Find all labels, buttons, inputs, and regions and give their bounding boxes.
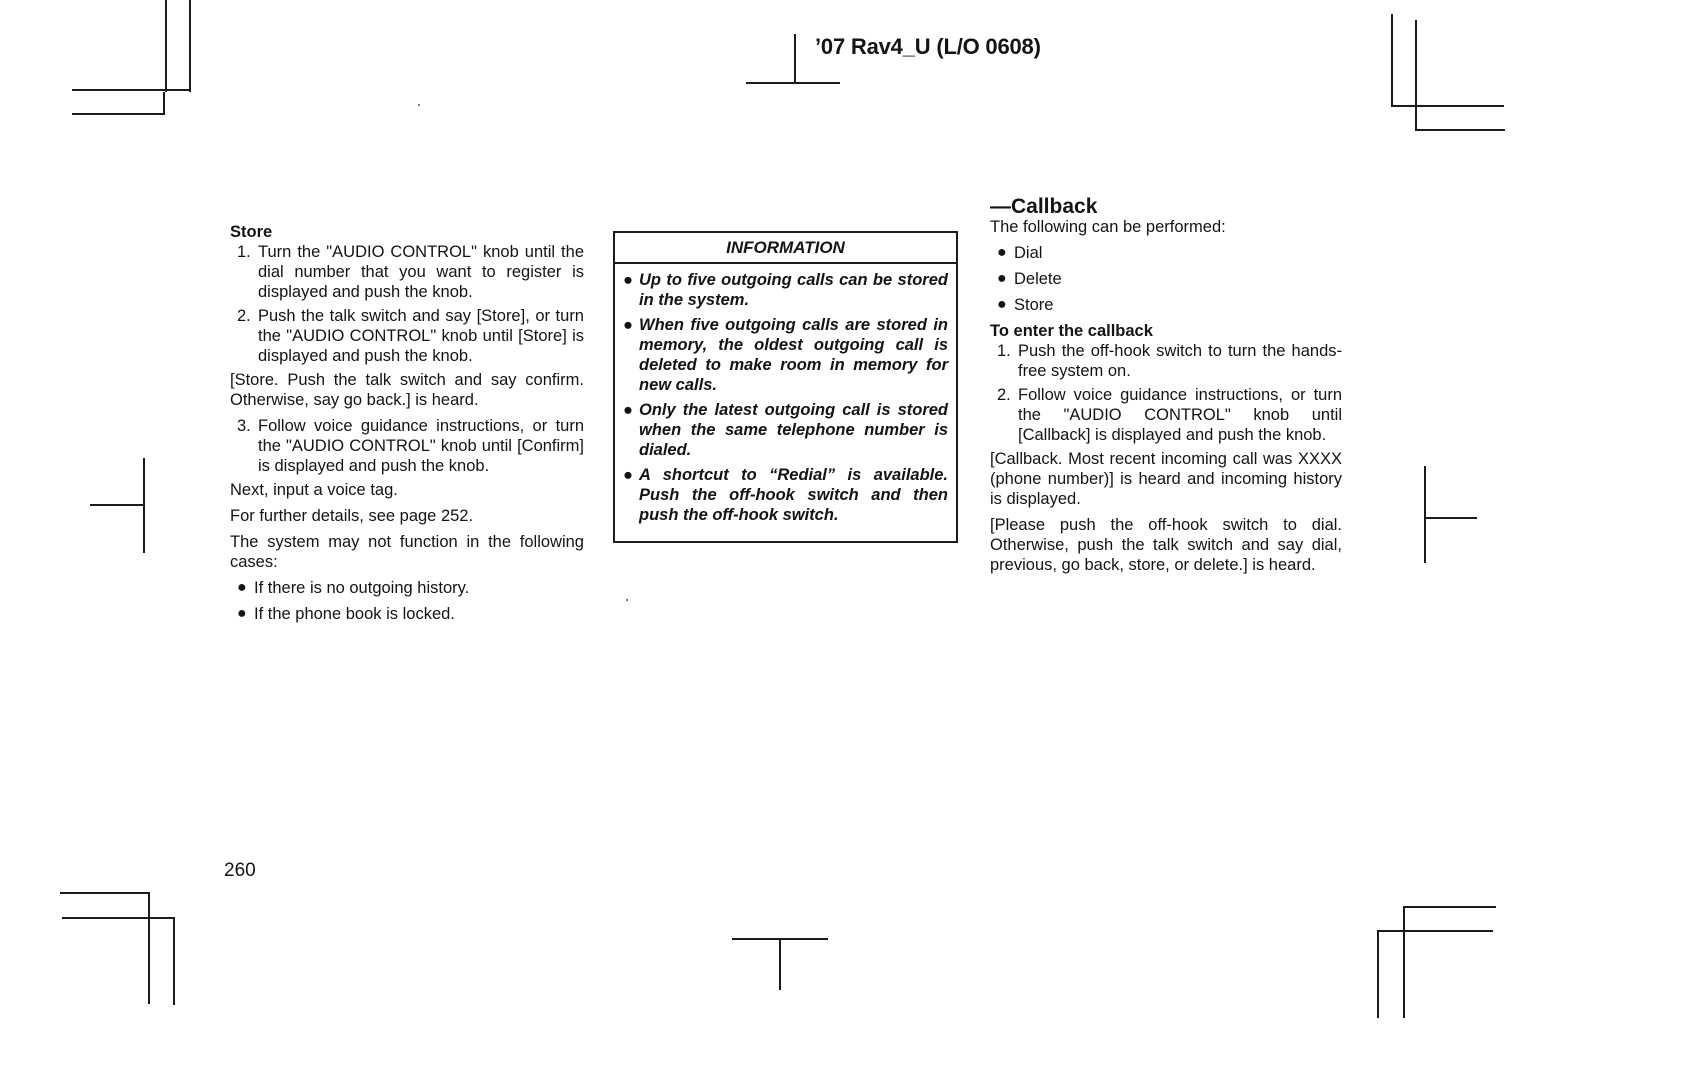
crop-mark — [1424, 466, 1426, 563]
list-item — [230, 604, 584, 624]
step-item — [990, 385, 1342, 445]
limitations-list — [230, 578, 584, 624]
step-number: 1. — [237, 243, 251, 261]
crop-mark — [1391, 14, 1393, 106]
crop-mark — [1391, 105, 1504, 107]
store-steps — [230, 242, 584, 366]
store-steps-continued — [230, 416, 584, 476]
step-number: 2. — [997, 386, 1011, 404]
step-number: 3. — [237, 417, 251, 435]
information-box — [613, 231, 958, 543]
step-text: Follow voice guidance instructions, or turn the "AUDIO CONTROL" knob until [Confirm] is displayed and push the knob. — [258, 417, 584, 475]
dial-prompt-text: [Please push the off-hook switch to dial. Otherwise, push the talk switch and say dial, previous, go back, store, or delete.] is heard. — [990, 516, 1342, 574]
list-item — [990, 269, 1342, 289]
crop-mark — [794, 34, 796, 84]
information-title: INFORMATION — [615, 233, 956, 264]
bullet-icon: ● — [997, 270, 1007, 287]
step-text: Follow voice guidance instructions, or turn the "AUDIO CONTROL" knob until [Callback] is displayed and push the knob. — [1018, 386, 1342, 444]
step-item — [230, 242, 584, 302]
callback-intro: The following can be performed: — [990, 218, 1226, 236]
bullet-icon: ● — [623, 271, 633, 289]
step-number: 1. — [997, 342, 1011, 360]
crop-mark — [165, 0, 167, 92]
crop-mark — [1424, 517, 1477, 519]
crop-mark — [62, 917, 175, 919]
crop-mark — [746, 82, 840, 84]
list-item — [230, 578, 584, 598]
section-heading-store: Store — [230, 223, 273, 241]
crop-mark — [1403, 906, 1496, 908]
crop-mark — [1377, 930, 1379, 1018]
limitations-text: The system may not function in the following cases: — [230, 533, 584, 571]
crop-mark — [60, 892, 150, 894]
bullet-icon: ● — [997, 296, 1007, 313]
page-reference-text: For further details, see page 252. — [230, 507, 474, 525]
list-item-text: If the phone book is locked. — [254, 605, 455, 623]
bullet-icon: ● — [623, 401, 633, 419]
bullet-icon: ● — [237, 579, 247, 596]
info-item — [623, 315, 948, 395]
bullet-icon: ● — [997, 244, 1007, 261]
crop-mark — [189, 0, 191, 92]
crop-mark — [163, 92, 165, 115]
info-item-text: When five outgoing calls are stored in memory, the oldest outgoing call is deleted to make room in memory for new calls. — [639, 316, 948, 394]
subheading-enter-callback: To enter the callback — [990, 322, 1153, 340]
document-header: ’07 Rav4_U (L/O 0608) — [815, 34, 1041, 59]
step-item — [230, 306, 584, 366]
crop-mark — [1415, 20, 1417, 130]
left-column — [230, 222, 584, 630]
voice-prompt-text: [Store. Push the talk switch and say confirm. Otherwise, say go back.] is heard. — [230, 371, 584, 409]
step-item — [990, 341, 1342, 381]
callback-steps — [990, 341, 1342, 445]
step-number: 2. — [237, 307, 251, 325]
info-item-text: Only the latest outgoing call is stored when the same telephone number is dialed. — [639, 401, 948, 459]
bullet-icon: ● — [237, 605, 247, 622]
crop-mark — [148, 892, 150, 1004]
section-heading-callback: —Callback — [990, 195, 1098, 218]
information-list — [615, 264, 956, 525]
crop-mark — [173, 917, 175, 1005]
next-step-text: Next, input a voice tag. — [230, 481, 398, 499]
list-item-text: If there is no outgoing history. — [254, 579, 470, 597]
list-item — [990, 295, 1342, 315]
step-text: Push the talk switch and say [Store], or turn the "AUDIO CONTROL" knob until [Store] is displayed and push the knob. — [258, 307, 584, 365]
crop-mark — [779, 938, 781, 990]
crop-mark — [1377, 930, 1493, 932]
speck — [626, 599, 628, 601]
info-item — [623, 270, 948, 310]
callback-options — [990, 243, 1342, 315]
page-number: 260 — [224, 860, 256, 881]
crop-mark — [1415, 129, 1505, 131]
list-item-text: Delete — [1014, 270, 1062, 288]
list-item — [990, 243, 1342, 263]
speck — [418, 104, 420, 106]
crop-mark — [72, 89, 190, 91]
info-item — [623, 400, 948, 460]
callback-prompt-text: [Callback. Most recent incoming call was XXXX (phone number)] is heard and incoming history is displayed. — [990, 450, 1342, 508]
step-item — [230, 416, 584, 476]
info-item — [623, 465, 948, 525]
list-item-text: Store — [1014, 296, 1054, 314]
bullet-icon: ● — [623, 316, 633, 334]
list-item-text: Dial — [1014, 244, 1043, 262]
crop-mark — [1403, 906, 1405, 1018]
right-column — [990, 197, 1342, 581]
info-item-text: Up to five outgoing calls can be stored in the system. — [639, 271, 948, 309]
crop-mark — [90, 504, 144, 506]
crop-mark — [72, 113, 165, 115]
info-item-text: A shortcut to “Redial” is available. Push the off-hook switch and then push the off-hook switch. — [639, 466, 948, 524]
step-text: Turn the "AUDIO CONTROL" knob until the dial number that you want to register is displayed and push the knob. — [258, 243, 584, 301]
bullet-icon: ● — [623, 466, 633, 484]
step-text: Push the off-hook switch to turn the hands-free system on. — [1018, 342, 1342, 380]
